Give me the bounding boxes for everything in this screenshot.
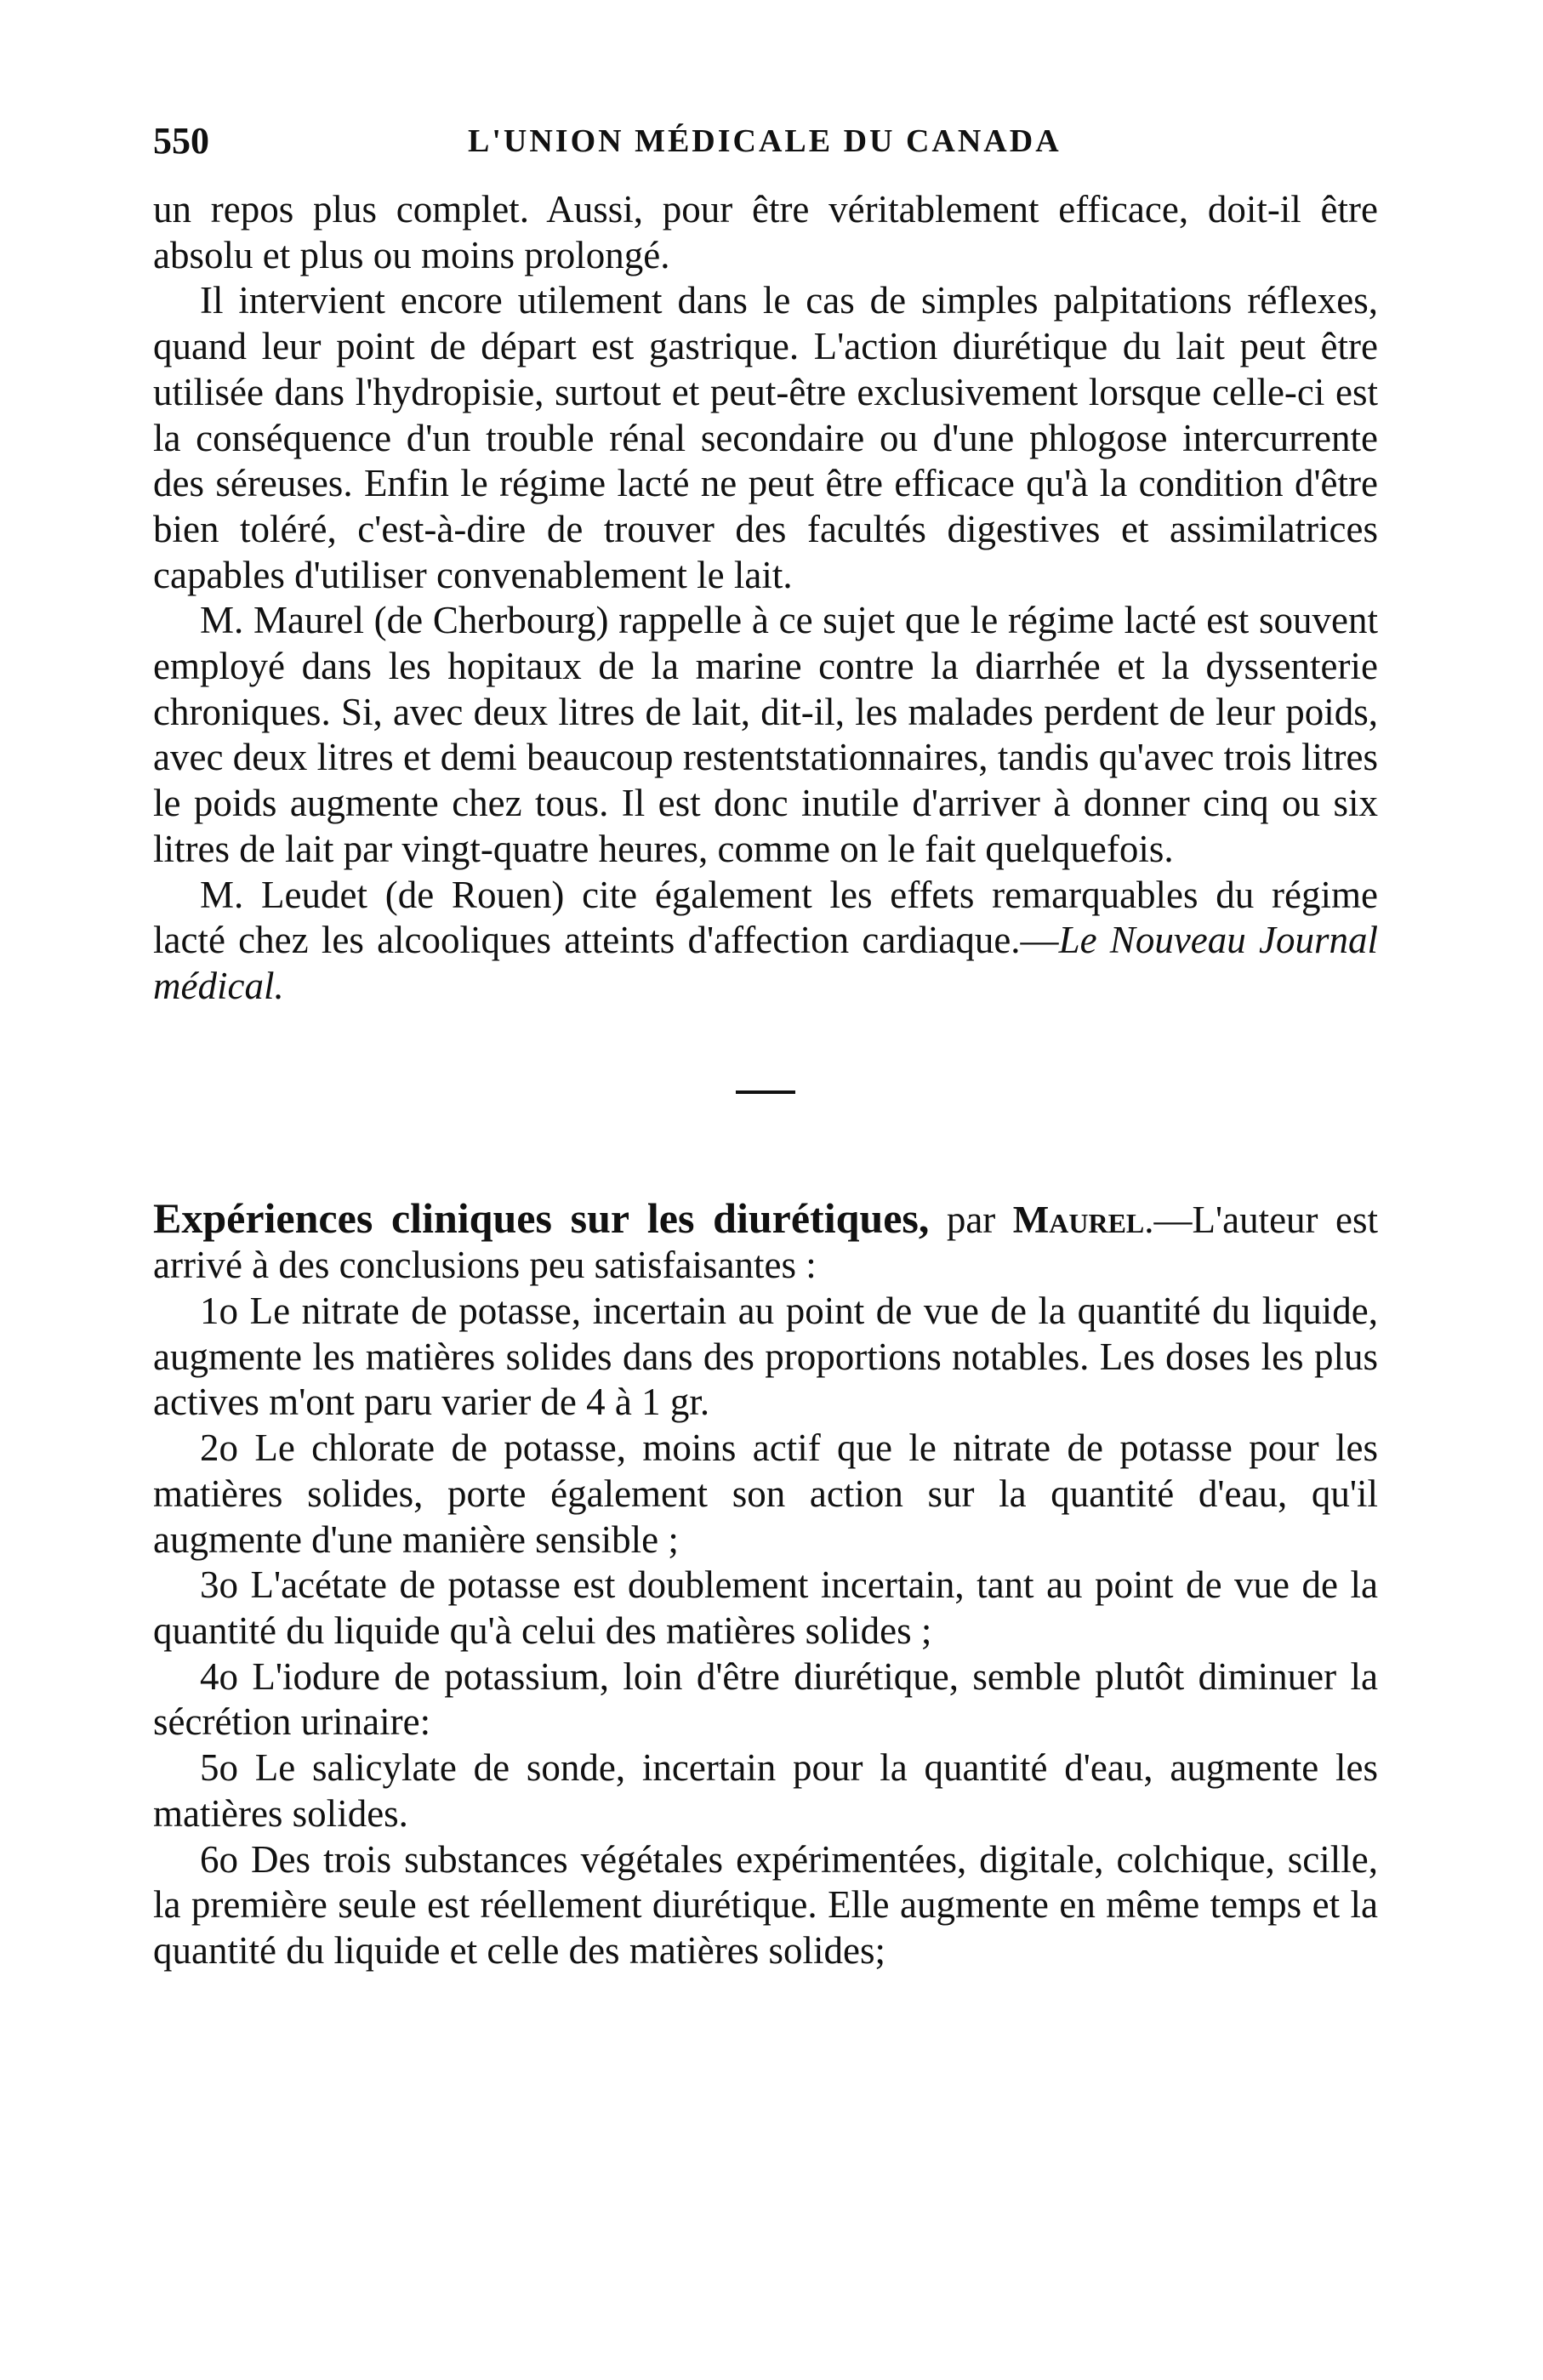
running-title: L'UNION MÉDICALE DU CANADA [468, 123, 1062, 159]
list-item-4: 4o L'iodure de potassium, loin d'être diurétique, semble plutôt diminuer la sécrétion urinaire: [153, 1654, 1378, 1744]
section-intro: .—L'auteur est arrivé à des conclusions peu satisfaisantes : [153, 1198, 1378, 1287]
section-separator [736, 1090, 795, 1094]
list-item-1: 1o Le nitrate de potasse, incertain au point de vue de la quantité du liquide, augmente les matières solides dans des proportions notables. Les doses les plus actives m'ont paru varier de 4 à 1 gr. [153, 1290, 1378, 1424]
page [153, 102, 1378, 1974]
list-item-2: 2o Le chlorate de potasse, moins actif que le nitrate de potasse pour les matières solides, porte également son action sur la quantité d'eau, qu'il augmente d'une manière sensible ; [153, 1426, 1378, 1561]
page-number: 550 [153, 120, 209, 162]
leudet-text: M. Leudet (de Rouen) cite également les effets remarquables du régime lacté chez les alcooliques atteints d'affection cardiaque.— [153, 873, 1378, 962]
list-item-6: 6o Des trois substances végétales expérimentées, digitale, colchique, scille, la première seule est réellement diurétique. Elle augmente en même temps et la quantité du liquide et celle des matières solides; [153, 1837, 1378, 1972]
section-author: Maurel [1012, 1198, 1145, 1241]
section-by: par [929, 1198, 1013, 1241]
paragraph-leudet [153, 873, 1378, 1010]
list-item-5: 5o Le salicylate de sonde, incertain pour la quantité d'eau, augmente les matières solides. [153, 1746, 1378, 1835]
journal-source: Le Nouveau Journal médical. [153, 919, 1379, 1007]
paragraph-continuation: un repos plus complet. Aussi, pour être véritablement efficace, doit-il être absolu et plus ou moins prolongé. [153, 188, 1378, 276]
section-heading-paragraph [153, 1193, 1378, 1289]
page-header [153, 102, 1378, 187]
section-title: Expériences cliniques sur les diurétiques, [153, 1193, 930, 1242]
paragraph-maurel: M. Maurel (de Cherbourg) rappelle à ce sujet que le régime lacté est souvent employé dans les hopitaux de la marine contre la diarrhée et la dyssenterie chroniques. Si, avec deux litres de lait, dit-il, les malades perdent de leur poids, avec deux litres et demi beaucoup restentstationnaires, tandis qu'avec trois litres le poids augmente chez tous. Il est donc inutile d'arriver à donner cinq ou six litres de lait par vingt-quatre heures, comme on le fait quelquefois. [153, 599, 1378, 870]
paragraph-lait-action: Il intervient encore utilement dans le cas de simples palpitations réflexes, quand leur point de départ est gastrique. L'action diurétique du lait peut être utilisée dans l'hydropisie, surtout et peut-être exclusivement lorsque celle-ci est la conséquence d'un trouble rénal secondaire ou d'une phlogose intercurrente des séreuses. Enfin le régime lacté ne peut être efficace qu'à la condition d'être bien toléré, c'est-à-dire de trouver des facultés digestives et assimilatrices capables d'utiliser convenablement le lait. [153, 279, 1378, 596]
list-item-3: 3o L'acétate de potasse est doublement incertain, tant au point de vue de la quantité du liquide qu'à celui des matières solides ; [153, 1563, 1378, 1652]
